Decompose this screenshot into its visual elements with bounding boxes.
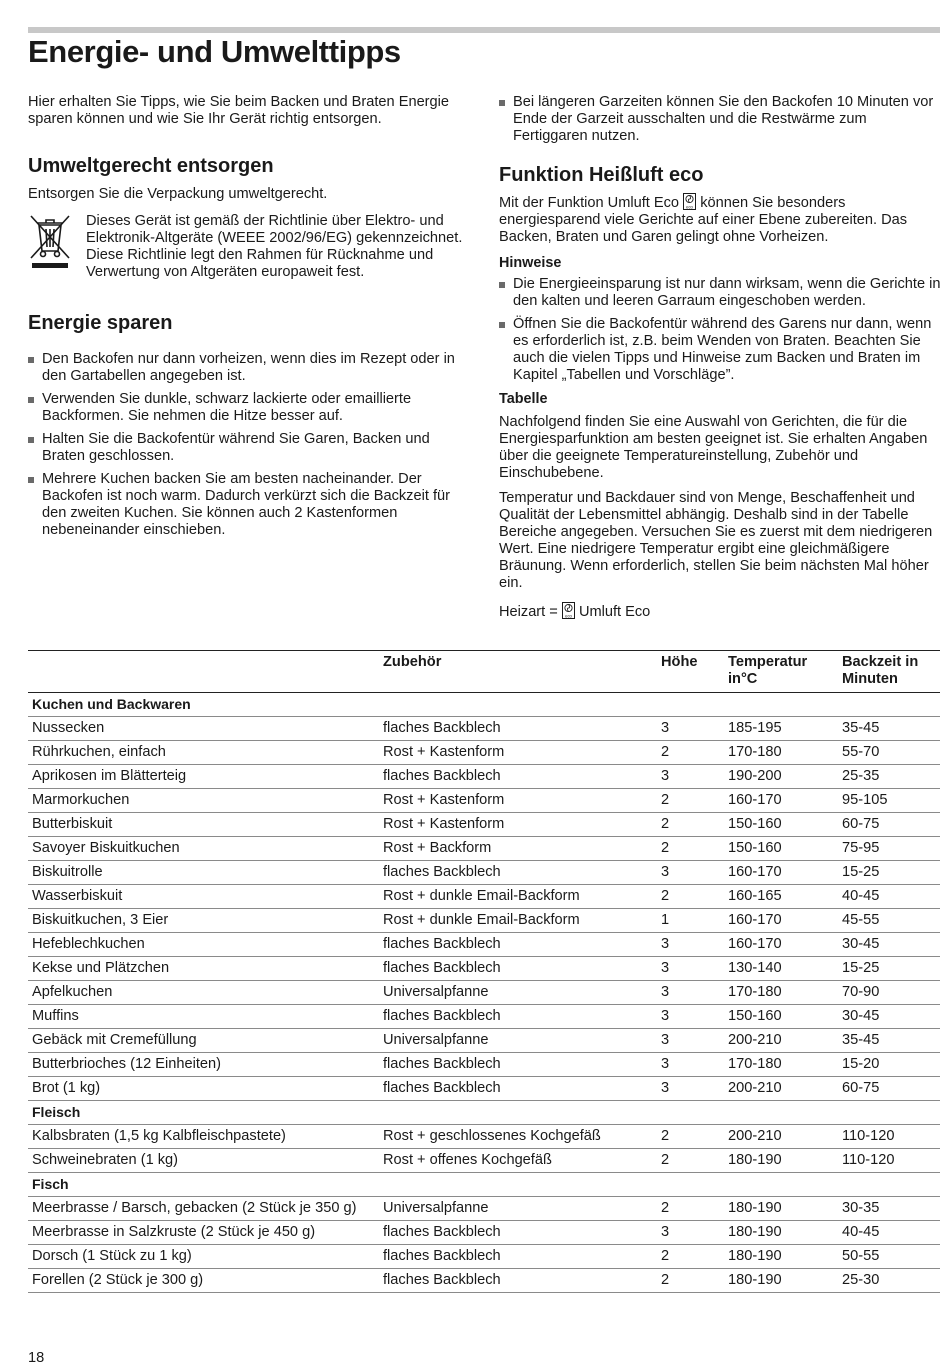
temperature-cell: 150-160 xyxy=(724,837,838,861)
category-label: Kuchen und Backwaren xyxy=(28,693,940,717)
table-intro-2: Temperatur und Backdauer sind von Menge, Beschaffenheit und Qualität der Lebensmittel abhängig. Deshalb sind in der Tabelle Bereiche angegeben. Versuchen Sie es zuerst mit dem niedrigeren Wert. Eine niedrigere Temperatur ergibt eine gleichmäßigere Bräunung. Wenn erforderlich, stellen Sie beim nächsten Mal höher ein. xyxy=(499,490,933,591)
accessory-cell: flaches Backblech xyxy=(379,1053,657,1077)
table-body xyxy=(28,693,940,1293)
accessory-cell: flaches Backblech xyxy=(379,765,657,789)
table-row xyxy=(28,1053,940,1077)
temperature-cell: 200-210 xyxy=(724,1029,838,1053)
height-cell: 2 xyxy=(657,885,724,909)
height-cell: 2 xyxy=(657,1269,724,1293)
time-cell: 30-45 xyxy=(838,933,940,957)
height-cell: 2 xyxy=(657,1197,724,1221)
temperature-cell: 185-195 xyxy=(724,717,838,741)
svg-text:eco: eco xyxy=(564,613,572,619)
dish-cell: Meerbrasse in Salzkruste (2 Stück je 450 g) xyxy=(28,1221,379,1245)
accessory-cell: Rost + offenes Kochgefäß xyxy=(379,1149,657,1173)
table-row xyxy=(28,1005,940,1029)
height-cell: 2 xyxy=(657,1149,724,1173)
temperature-cell: 160-170 xyxy=(724,861,838,885)
table-row xyxy=(28,1197,940,1221)
time-cell: 70-90 xyxy=(838,981,940,1005)
temperature-cell: 200-210 xyxy=(724,1077,838,1101)
temperature-cell: 170-180 xyxy=(724,1053,838,1077)
left-column xyxy=(28,94,470,545)
temperature-cell: 170-180 xyxy=(724,981,838,1005)
accessory-cell: Rost + Backform xyxy=(379,837,657,861)
temperature-cell: 160-165 xyxy=(724,885,838,909)
table-row xyxy=(28,813,940,837)
dish-cell: Marmorkuchen xyxy=(28,789,379,813)
dish-cell: Gebäck mit Cremefüllung xyxy=(28,1029,379,1053)
height-cell: 3 xyxy=(657,717,724,741)
table-row xyxy=(28,933,940,957)
height-cell: 2 xyxy=(657,837,724,861)
time-cell: 40-45 xyxy=(838,885,940,909)
height-cell: 3 xyxy=(657,1053,724,1077)
table-category-row xyxy=(28,1173,940,1197)
time-cell: 110-120 xyxy=(838,1149,940,1173)
time-cell: 15-25 xyxy=(838,957,940,981)
table-row xyxy=(28,909,940,933)
temperature-cell: 150-160 xyxy=(724,1005,838,1029)
col-header-baking-time: Backzeit in Minuten xyxy=(842,654,919,687)
table-category-row xyxy=(28,1101,940,1125)
time-cell: 55-70 xyxy=(838,741,940,765)
table-row xyxy=(28,861,940,885)
table-header-row xyxy=(28,651,940,693)
cooking-table xyxy=(28,650,940,1293)
height-cell: 2 xyxy=(657,1125,724,1149)
dish-cell: Butterbiskuit xyxy=(28,813,379,837)
table-row xyxy=(28,1221,940,1245)
dish-cell: Aprikosen im Blätterteig xyxy=(28,765,379,789)
heizart-value: Umluft Eco xyxy=(578,604,651,620)
height-cell: 3 xyxy=(657,1221,724,1245)
height-cell: 2 xyxy=(657,741,724,765)
time-cell: 25-35 xyxy=(838,765,940,789)
time-cell: 75-95 xyxy=(838,837,940,861)
dish-cell: Nussecken xyxy=(28,717,379,741)
list-item: Mehrere Kuchen backen Sie am besten nacheinander. Der Backofen ist noch warm. Dadurch verkürzt sich die Backzeit für den zweiten Kuchen. Sie können auch 2 Kastenformen nebeneinander einschieben. xyxy=(28,471,470,539)
list-item: Den Backofen nur dann vorheizen, wenn dies im Rezept oder in den Gartabellen angegeben ist. xyxy=(28,351,470,385)
table-row xyxy=(28,1077,940,1101)
height-cell: 3 xyxy=(657,981,724,1005)
time-cell: 40-45 xyxy=(838,1221,940,1245)
accessory-cell: Rost + Kastenform xyxy=(379,789,657,813)
col-header-dish xyxy=(28,651,379,693)
dish-cell: Dorsch (1 Stück zu 1 kg) xyxy=(28,1245,379,1269)
table-intro-1: Nachfolgend finden Sie eine Auswahl von Gerichten, die für die Energiesparfunktion am besten geeignet ist. Sie erhalten Angaben über die geeignete Temperatureinstellung, Zubehör und Einschubebene. xyxy=(499,414,928,481)
height-cell: 2 xyxy=(657,789,724,813)
top-rule xyxy=(28,27,940,33)
time-cell: 15-20 xyxy=(838,1053,940,1077)
table-row xyxy=(28,1245,940,1269)
list-item: Die Energieeinsparung ist nur dann wirksam, wenn die Gerichte in den kalten und leeren Garraum eingeschoben werden. xyxy=(499,276,941,310)
table-row xyxy=(28,981,940,1005)
dish-cell: Forellen (2 Stück je 300 g) xyxy=(28,1269,379,1293)
accessory-cell: flaches Backblech xyxy=(379,1245,657,1269)
height-cell: 3 xyxy=(657,1005,724,1029)
dish-cell: Biskuitkuchen, 3 Eier xyxy=(28,909,379,933)
table-heading: Tabelle xyxy=(499,391,548,407)
temperature-cell: 130-140 xyxy=(724,957,838,981)
temperature-cell: 180-190 xyxy=(724,1149,838,1173)
table-row xyxy=(28,885,940,909)
accessory-cell: flaches Backblech xyxy=(379,957,657,981)
table-row xyxy=(28,957,940,981)
dish-cell: Butterbrioches (12 Einheiten) xyxy=(28,1053,379,1077)
heizart-label: Heizart = xyxy=(499,604,558,620)
dish-cell: Wasserbiskuit xyxy=(28,885,379,909)
dish-cell: Savoyer Biskuitkuchen xyxy=(28,837,379,861)
temperature-cell: 180-190 xyxy=(724,1197,838,1221)
col-header-accessory: Zubehör xyxy=(383,654,442,670)
table-row xyxy=(28,717,940,741)
energy-tips-list xyxy=(28,351,470,539)
time-cell: 60-75 xyxy=(838,813,940,837)
list-item: Öffnen Sie die Backofentür während des Garens nur dann, wenn es erforderlich ist, z.B. beim Wenden von Braten. Beachten Sie auch die vielen Tipps und Hinweise zum Backen und Braten im Kapitel „Tabellen und Vorschläge”. xyxy=(499,316,941,384)
dish-cell: Biskuitrolle xyxy=(28,861,379,885)
accessory-cell: flaches Backblech xyxy=(379,717,657,741)
temperature-cell: 200-210 xyxy=(724,1125,838,1149)
temperature-cell: 180-190 xyxy=(724,1269,838,1293)
temperature-cell: 180-190 xyxy=(724,1245,838,1269)
dish-cell: Meerbrasse / Barsch, gebacken (2 Stück je 350 g) xyxy=(28,1197,379,1221)
weee-block xyxy=(28,213,470,281)
category-label: Fisch xyxy=(28,1173,940,1197)
table-row xyxy=(28,1269,940,1293)
height-cell: 3 xyxy=(657,1029,724,1053)
table-row xyxy=(28,741,940,765)
temperature-cell: 180-190 xyxy=(724,1221,838,1245)
temperature-cell: 160-170 xyxy=(724,933,838,957)
time-cell: 60-75 xyxy=(838,1077,940,1101)
temperature-cell: 190-200 xyxy=(724,765,838,789)
time-cell: 25-30 xyxy=(838,1269,940,1293)
eco-description xyxy=(499,193,941,246)
umluft-eco-icon xyxy=(683,193,696,210)
table-row xyxy=(28,1149,940,1173)
eco-heading: Funktion Heißluft eco xyxy=(499,164,704,186)
dish-cell: Schweinebraten (1 kg) xyxy=(28,1149,379,1173)
dish-cell: Brot (1 kg) xyxy=(28,1077,379,1101)
accessory-cell: Universalpfanne xyxy=(379,1197,657,1221)
temperature-cell: 150-160 xyxy=(724,813,838,837)
notes-heading: Hinweise xyxy=(499,255,562,271)
right-column xyxy=(499,94,941,629)
temperature-cell: 170-180 xyxy=(724,741,838,765)
height-cell: 2 xyxy=(657,1245,724,1269)
accessory-cell: Universalpfanne xyxy=(379,1029,657,1053)
height-cell: 3 xyxy=(657,861,724,885)
accessory-cell: Rost + Kastenform xyxy=(379,813,657,837)
accessory-cell: flaches Backblech xyxy=(379,933,657,957)
time-cell: 35-45 xyxy=(838,717,940,741)
accessory-cell: Rost + dunkle Email-Backform xyxy=(379,885,657,909)
accessory-cell: flaches Backblech xyxy=(379,1221,657,1245)
dish-cell: Hefeblechkuchen xyxy=(28,933,379,957)
dish-cell: Rührkuchen, einfach xyxy=(28,741,379,765)
category-label: Fleisch xyxy=(28,1101,940,1125)
accessory-cell: flaches Backblech xyxy=(379,1005,657,1029)
page-title: Energie- und Umwelttipps xyxy=(28,34,401,69)
umluft-eco-icon xyxy=(562,602,575,619)
temperature-cell: 160-170 xyxy=(724,789,838,813)
time-cell: 95-105 xyxy=(838,789,940,813)
time-cell: 30-35 xyxy=(838,1197,940,1221)
height-cell: 1 xyxy=(657,909,724,933)
weee-text: Dieses Gerät ist gemäß der Richtlinie über Elektro- und Elektronik-Altgeräte (WEEE 2002/96/EG) gekennzeichnet. Diese Richtlinie legt den Rahmen für Rücknahme und Verwertung von Altgeräten europaweit fest. xyxy=(86,213,463,280)
height-cell: 3 xyxy=(657,933,724,957)
disposal-heading: Umweltgerecht entsorgen xyxy=(28,155,274,177)
list-item: Verwenden Sie dunkle, schwarz lackierte oder emaillierte Backformen. Sie nehmen die Hitze besser auf. xyxy=(28,391,470,425)
eco-text-before: Mit der Funktion Umluft Eco xyxy=(499,195,680,211)
list-item: Bei längeren Garzeiten können Sie den Backofen 10 Minuten vor Ende der Garzeit ausschalten und die Restwärme zum Fertiggaren nutzen. xyxy=(499,94,941,145)
dish-cell: Kekse und Plätzchen xyxy=(28,957,379,981)
height-cell: 3 xyxy=(657,765,724,789)
svg-text:eco: eco xyxy=(686,204,694,210)
dish-cell: Apfelkuchen xyxy=(28,981,379,1005)
time-cell: 30-45 xyxy=(838,1005,940,1029)
table-row xyxy=(28,1125,940,1149)
col-header-temperature: Temperatur in°C xyxy=(728,654,808,687)
eco-text-after: können Sie besonders energiesparend viele Gerichte auf einer Ebene zubereiten. Das Backen, Braten und Garen gelingt ohne Vorheizen. xyxy=(499,195,908,245)
intro-paragraph: Hier erhalten Sie Tipps, wie Sie beim Backen und Braten Energie sparen können und wie Sie Ihr Gerät richtig entsorgen. xyxy=(28,94,450,127)
height-cell: 3 xyxy=(657,957,724,981)
time-cell: 15-25 xyxy=(838,861,940,885)
heizart-line xyxy=(499,602,941,621)
col-header-height: Höhe xyxy=(661,654,698,670)
height-cell: 3 xyxy=(657,1077,724,1101)
dish-cell: Kalbsbraten (1,5 kg Kalbfleischpastete) xyxy=(28,1125,379,1149)
table-row xyxy=(28,1029,940,1053)
energy-tips-continued xyxy=(499,94,941,145)
list-item: Halten Sie die Backofentür während Sie Garen, Backen und Braten geschlossen. xyxy=(28,431,470,465)
accessory-cell: Rost + geschlossenes Kochgefäß xyxy=(379,1125,657,1149)
time-cell: 45-55 xyxy=(838,909,940,933)
time-cell: 110-120 xyxy=(838,1125,940,1149)
time-cell: 50-55 xyxy=(838,1245,940,1269)
table-row xyxy=(28,837,940,861)
table-category-row xyxy=(28,693,940,717)
notes-list xyxy=(499,276,941,384)
temperature-cell: 160-170 xyxy=(724,909,838,933)
accessory-cell: flaches Backblech xyxy=(379,1269,657,1293)
accessory-cell: Rost + dunkle Email-Backform xyxy=(379,909,657,933)
time-cell: 35-45 xyxy=(838,1029,940,1053)
table-row xyxy=(28,765,940,789)
disposal-text: Entsorgen Sie die Verpackung umweltgerecht. xyxy=(28,186,328,202)
dish-cell: Muffins xyxy=(28,1005,379,1029)
accessory-cell: Universalpfanne xyxy=(379,981,657,1005)
height-cell: 2 xyxy=(657,813,724,837)
crossed-out-wheelie-bin-icon xyxy=(28,213,72,269)
energy-heading: Energie sparen xyxy=(28,312,173,334)
accessory-cell: Rost + Kastenform xyxy=(379,741,657,765)
table-row xyxy=(28,789,940,813)
accessory-cell: flaches Backblech xyxy=(379,861,657,885)
accessory-cell: flaches Backblech xyxy=(379,1077,657,1101)
page-number: 18 xyxy=(28,1350,45,1366)
